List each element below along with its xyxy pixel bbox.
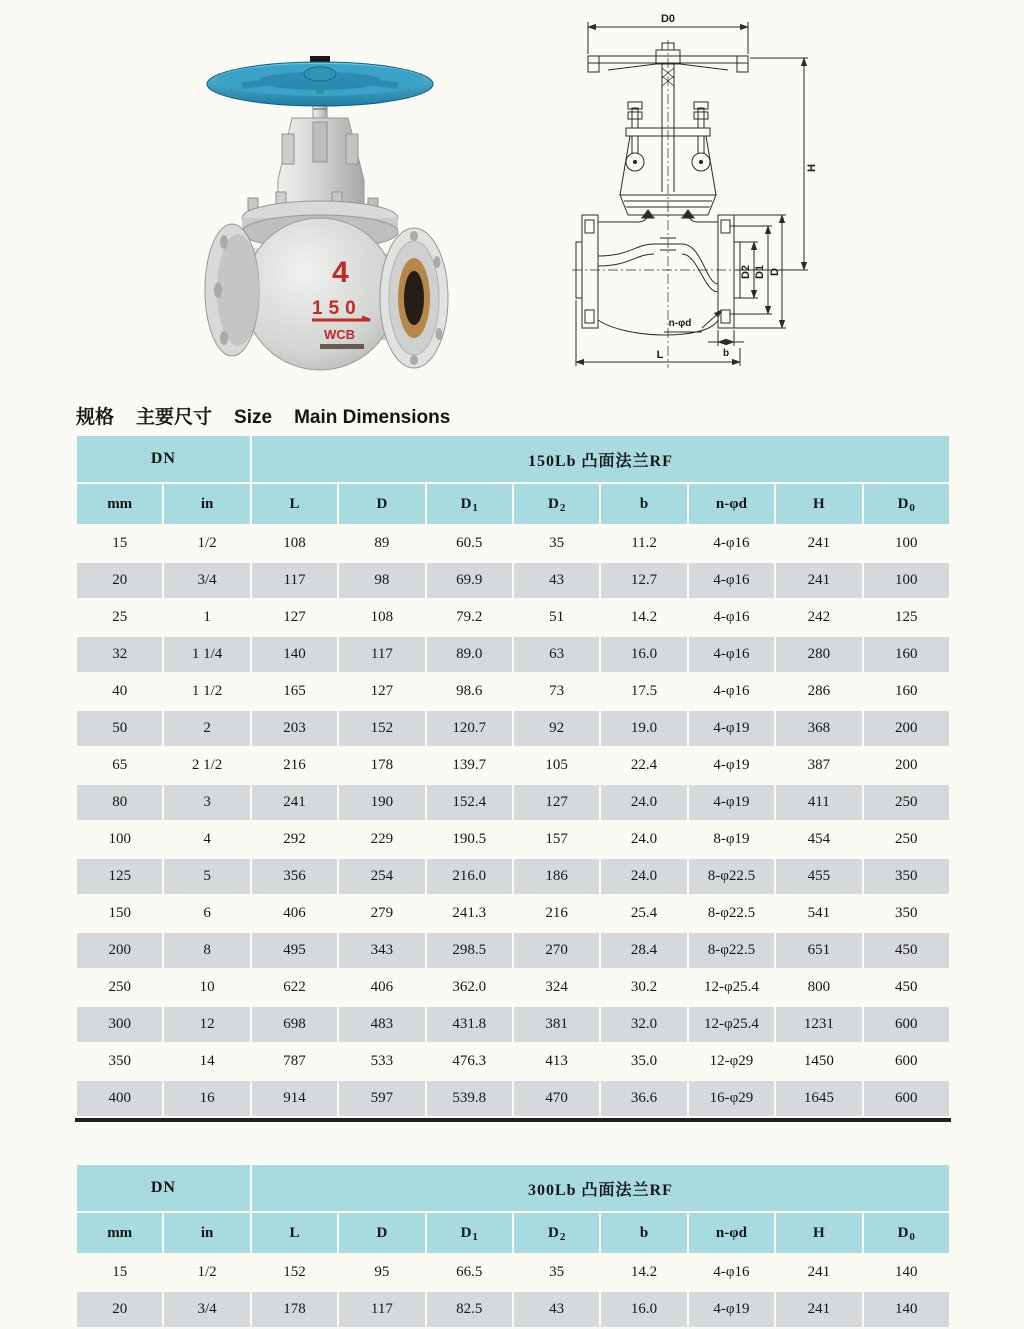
table-cell: 120.7 bbox=[426, 710, 513, 747]
title-cn-1: 规格 bbox=[76, 407, 115, 428]
table-cell: 300 bbox=[76, 1006, 163, 1043]
column-header: $D_0$ bbox=[863, 483, 950, 525]
table-cell: 600 bbox=[863, 1006, 950, 1043]
column-header: in bbox=[163, 1212, 250, 1254]
marking-size: 4 bbox=[332, 256, 349, 289]
table-row bbox=[76, 747, 950, 784]
table-row bbox=[76, 784, 950, 821]
label-D2: D2 bbox=[740, 264, 752, 280]
table-cell: 66.5 bbox=[426, 1254, 513, 1291]
table-cell: 216.0 bbox=[426, 858, 513, 895]
table-cell: 250 bbox=[863, 784, 950, 821]
table-cell: 89.0 bbox=[426, 636, 513, 673]
table-cell: 413 bbox=[513, 1043, 600, 1080]
table-cell: 800 bbox=[775, 969, 862, 1006]
column-header: H bbox=[775, 1212, 862, 1254]
column-header: n-φd bbox=[688, 1212, 775, 1254]
column-header: H bbox=[775, 483, 862, 525]
table-cell: 241 bbox=[775, 1291, 862, 1328]
table-cell: 381 bbox=[513, 1006, 600, 1043]
marking-rating: 150 bbox=[312, 298, 362, 319]
series-header-300lb: 300Lb 凸面法兰RF bbox=[251, 1164, 950, 1212]
table-cell: 541 bbox=[775, 895, 862, 932]
column-header: D bbox=[338, 1212, 425, 1254]
column-header: n-φd bbox=[688, 483, 775, 525]
valve-photo bbox=[192, 22, 454, 376]
table-cell: 100 bbox=[863, 525, 950, 562]
table-cell: 455 bbox=[775, 858, 862, 895]
label-L: L bbox=[656, 349, 664, 361]
table-cell: 117 bbox=[338, 636, 425, 673]
table-cell: 406 bbox=[251, 895, 338, 932]
table-cell: 539.8 bbox=[426, 1080, 513, 1117]
table-cell: 292 bbox=[251, 821, 338, 858]
table-cell: 65 bbox=[76, 747, 163, 784]
table-cell: 1231 bbox=[775, 1006, 862, 1043]
table-cell: 69.9 bbox=[426, 562, 513, 599]
table-cell: 14.2 bbox=[600, 599, 687, 636]
table-cell: 140 bbox=[863, 1291, 950, 1328]
table-cell: 450 bbox=[863, 969, 950, 1006]
dim-H bbox=[736, 58, 808, 270]
column-header: b bbox=[600, 1212, 687, 1254]
table-150lb-wrapper bbox=[75, 434, 951, 1122]
dn-header: DN bbox=[76, 435, 251, 483]
table-cell: 50 bbox=[76, 710, 163, 747]
table-cell: 14 bbox=[163, 1043, 250, 1080]
table-cell: 16 bbox=[163, 1080, 250, 1117]
group-header-row bbox=[76, 435, 950, 483]
table-cell: 12-φ25.4 bbox=[688, 1006, 775, 1043]
table-row bbox=[76, 710, 950, 747]
table-cell: 186 bbox=[513, 858, 600, 895]
table-cell: 152 bbox=[251, 1254, 338, 1291]
table-cell: 350 bbox=[863, 895, 950, 932]
table-cell: 16.0 bbox=[600, 1291, 687, 1328]
table-cell: 12 bbox=[163, 1006, 250, 1043]
table-cell: 406 bbox=[338, 969, 425, 1006]
table-cell: 63 bbox=[513, 636, 600, 673]
table-cell: 4-φ16 bbox=[688, 599, 775, 636]
table-cell: 1/2 bbox=[163, 1254, 250, 1291]
flange-bore bbox=[404, 271, 424, 325]
table-cell: 8-φ22.5 bbox=[688, 932, 775, 969]
table-cell: 35.0 bbox=[600, 1043, 687, 1080]
table-cell: 241 bbox=[251, 784, 338, 821]
table-cell: 454 bbox=[775, 821, 862, 858]
group-header-row bbox=[76, 1164, 950, 1212]
table-cell: 24.0 bbox=[600, 821, 687, 858]
table-cell: 80 bbox=[76, 784, 163, 821]
table-cell: 117 bbox=[251, 562, 338, 599]
table-cell: 20 bbox=[76, 562, 163, 599]
table-cell: 24.0 bbox=[600, 858, 687, 895]
table-cell: 16.0 bbox=[600, 636, 687, 673]
column-header: mm bbox=[76, 483, 163, 525]
title-en-1: Size bbox=[234, 407, 273, 428]
table-cell: 190.5 bbox=[426, 821, 513, 858]
column-header: $D_1$ bbox=[426, 483, 513, 525]
table-row bbox=[76, 895, 950, 932]
table-cell: 14.2 bbox=[600, 1254, 687, 1291]
table-cell: 11.2 bbox=[600, 525, 687, 562]
table-cell: 12-φ25.4 bbox=[688, 969, 775, 1006]
table-cell: 127 bbox=[251, 599, 338, 636]
table-cell: 343 bbox=[338, 932, 425, 969]
table-cell: 73 bbox=[513, 673, 600, 710]
table-cell: 279 bbox=[338, 895, 425, 932]
table-cell: 200 bbox=[863, 710, 950, 747]
dim-b bbox=[708, 330, 744, 346]
table-row bbox=[76, 562, 950, 599]
table-cell: 35 bbox=[513, 1254, 600, 1291]
table-cell: 533 bbox=[338, 1043, 425, 1080]
table-cell: 1 1/2 bbox=[163, 673, 250, 710]
table-cell: 95 bbox=[338, 1254, 425, 1291]
table-row bbox=[76, 599, 950, 636]
table-cell: 298.5 bbox=[426, 932, 513, 969]
table-cell: 350 bbox=[863, 858, 950, 895]
series-header-150lb: 150Lb 凸面法兰RF bbox=[251, 435, 950, 483]
table-cell: 1 bbox=[163, 599, 250, 636]
table-row bbox=[76, 1254, 950, 1291]
table-cell: 8-φ22.5 bbox=[688, 858, 775, 895]
table-cell: 4-φ16 bbox=[688, 636, 775, 673]
table-cell: 600 bbox=[863, 1043, 950, 1080]
column-header: $D_2$ bbox=[513, 483, 600, 525]
table-cell: 241 bbox=[775, 562, 862, 599]
table-cell: 4-φ19 bbox=[688, 1291, 775, 1328]
table-cell: 4-φ19 bbox=[688, 747, 775, 784]
table-cell: 139.7 bbox=[426, 747, 513, 784]
table-cell: 160 bbox=[863, 673, 950, 710]
valve-drawing bbox=[568, 10, 824, 376]
table-cell: 190 bbox=[338, 784, 425, 821]
table-row bbox=[76, 673, 950, 710]
table-cell: 127 bbox=[513, 784, 600, 821]
drawing-body bbox=[576, 215, 740, 335]
table-cell: 411 bbox=[775, 784, 862, 821]
table-cell: 117 bbox=[338, 1291, 425, 1328]
table-cell: 150 bbox=[76, 895, 163, 932]
table-cell: 476.3 bbox=[426, 1043, 513, 1080]
table-cell: 100 bbox=[863, 562, 950, 599]
table-cell: 15 bbox=[76, 1254, 163, 1291]
table-cell: 152 bbox=[338, 710, 425, 747]
table-row bbox=[76, 636, 950, 673]
table-row bbox=[76, 858, 950, 895]
table-cell: 165 bbox=[251, 673, 338, 710]
table-cell: 32 bbox=[76, 636, 163, 673]
table-cell: 79.2 bbox=[426, 599, 513, 636]
column-header: $D_2$ bbox=[513, 1212, 600, 1254]
table-cell: 43 bbox=[513, 562, 600, 599]
table-cell: 241.3 bbox=[426, 895, 513, 932]
table-cell: 1450 bbox=[775, 1043, 862, 1080]
table-cell: 43 bbox=[513, 1291, 600, 1328]
table-cell: 125 bbox=[863, 599, 950, 636]
table-cell: 60.5 bbox=[426, 525, 513, 562]
label-n-phi-d: n-φd bbox=[668, 318, 692, 329]
table-cell: 698 bbox=[251, 1006, 338, 1043]
table-cell: 356 bbox=[251, 858, 338, 895]
table-cell: 17.5 bbox=[600, 673, 687, 710]
table-cell: 4-φ16 bbox=[688, 562, 775, 599]
table-cell: 400 bbox=[76, 1080, 163, 1117]
table-row bbox=[76, 1006, 950, 1043]
table-cell: 470 bbox=[513, 1080, 600, 1117]
label-D: D bbox=[769, 268, 781, 276]
table-cell: 16-φ29 bbox=[688, 1080, 775, 1117]
table-row bbox=[76, 821, 950, 858]
table-cell: 200 bbox=[863, 747, 950, 784]
table-cell: 270 bbox=[513, 932, 600, 969]
dn-header: DN bbox=[76, 1164, 251, 1212]
column-header: mm bbox=[76, 1212, 163, 1254]
table-cell: 8-φ19 bbox=[688, 821, 775, 858]
table-cell: 36.6 bbox=[600, 1080, 687, 1117]
table-cell: 2 1/2 bbox=[163, 747, 250, 784]
table-cell: 100 bbox=[76, 821, 163, 858]
table-cell: 1 1/4 bbox=[163, 636, 250, 673]
table-row bbox=[76, 1043, 950, 1080]
table-row bbox=[76, 969, 950, 1006]
table-row bbox=[76, 1291, 950, 1328]
column-header: b bbox=[600, 483, 687, 525]
table-cell: 98 bbox=[338, 562, 425, 599]
table-cell: 6 bbox=[163, 895, 250, 932]
table-cell: 241 bbox=[775, 1254, 862, 1291]
table-cell: 105 bbox=[513, 747, 600, 784]
table-cell: 3 bbox=[163, 784, 250, 821]
table-cell: 15 bbox=[76, 525, 163, 562]
label-b: b bbox=[722, 348, 730, 359]
table-cell: 4-φ16 bbox=[688, 673, 775, 710]
dimensions-table-300lb bbox=[75, 1163, 951, 1329]
table-cell: 483 bbox=[338, 1006, 425, 1043]
table-cell: 216 bbox=[251, 747, 338, 784]
table-cell: 32.0 bbox=[600, 1006, 687, 1043]
table-cell: 28.4 bbox=[600, 932, 687, 969]
table-cell: 651 bbox=[775, 932, 862, 969]
table-cell: 216 bbox=[513, 895, 600, 932]
table-cell: 362.0 bbox=[426, 969, 513, 1006]
table-cell: 495 bbox=[251, 932, 338, 969]
table-cell: 787 bbox=[251, 1043, 338, 1080]
table-cell: 1/2 bbox=[163, 525, 250, 562]
table-cell: 8-φ22.5 bbox=[688, 895, 775, 932]
table-cell: 387 bbox=[775, 747, 862, 784]
table-cell: 25.4 bbox=[600, 895, 687, 932]
table-cell: 5 bbox=[163, 858, 250, 895]
table-300lb-wrapper bbox=[75, 1163, 951, 1329]
table-cell: 178 bbox=[251, 1291, 338, 1328]
dimensions-table-150lb bbox=[75, 434, 951, 1118]
table-row bbox=[76, 1080, 950, 1117]
column-header-row bbox=[76, 483, 950, 525]
table-cell: 4-φ16 bbox=[688, 525, 775, 562]
right-flange bbox=[380, 228, 448, 368]
table-cell: 241 bbox=[775, 525, 862, 562]
table-cell: 286 bbox=[775, 673, 862, 710]
table-cell: 254 bbox=[338, 858, 425, 895]
table-cell: 127 bbox=[338, 673, 425, 710]
table-cell: 2 bbox=[163, 710, 250, 747]
table-cell: 140 bbox=[251, 636, 338, 673]
table-cell: 157 bbox=[513, 821, 600, 858]
table-cell: 20 bbox=[76, 1291, 163, 1328]
table-cell: 12-φ29 bbox=[688, 1043, 775, 1080]
page-title bbox=[76, 402, 450, 429]
table-cell: 8 bbox=[163, 932, 250, 969]
table-cell: 98.6 bbox=[426, 673, 513, 710]
table-cell: 25 bbox=[76, 599, 163, 636]
table-cell: 4-φ19 bbox=[688, 710, 775, 747]
table-cell: 160 bbox=[863, 636, 950, 673]
title-en-2: Main Dimensions bbox=[294, 407, 451, 428]
table-cell: 600 bbox=[863, 1080, 950, 1117]
table-cell: 229 bbox=[338, 821, 425, 858]
left-flange bbox=[205, 224, 259, 356]
table-cell: 24.0 bbox=[600, 784, 687, 821]
table-row bbox=[76, 525, 950, 562]
label-D1: D1 bbox=[754, 264, 766, 280]
table-cell: 51 bbox=[513, 599, 600, 636]
table-cell: 178 bbox=[338, 747, 425, 784]
table-cell: 3/4 bbox=[163, 1291, 250, 1328]
table-cell: 250 bbox=[863, 821, 950, 858]
column-header: in bbox=[163, 483, 250, 525]
table-cell: 40 bbox=[76, 673, 163, 710]
table-cell: 82.5 bbox=[426, 1291, 513, 1328]
table-cell: 280 bbox=[775, 636, 862, 673]
table-cell: 92 bbox=[513, 710, 600, 747]
table-cell: 30.2 bbox=[600, 969, 687, 1006]
column-header: D bbox=[338, 483, 425, 525]
table-cell: 35 bbox=[513, 525, 600, 562]
table-cell: 10 bbox=[163, 969, 250, 1006]
table-cell: 125 bbox=[76, 858, 163, 895]
valve-handwheel bbox=[207, 62, 433, 106]
table-cell: 4 bbox=[163, 821, 250, 858]
table-cell: 108 bbox=[338, 599, 425, 636]
label-D0: D0 bbox=[660, 13, 676, 25]
table-cell: 108 bbox=[251, 525, 338, 562]
table-cell: 242 bbox=[775, 599, 862, 636]
label-H: H bbox=[806, 164, 818, 172]
valve-yoke bbox=[278, 118, 364, 210]
table-cell: 203 bbox=[251, 710, 338, 747]
table-cell: 450 bbox=[863, 932, 950, 969]
table-cell: 3/4 bbox=[163, 562, 250, 599]
table-cell: 89 bbox=[338, 525, 425, 562]
table-cell: 914 bbox=[251, 1080, 338, 1117]
column-header: $D_0$ bbox=[863, 1212, 950, 1254]
table-cell: 324 bbox=[513, 969, 600, 1006]
marking-material: WCB bbox=[324, 327, 356, 342]
table-cell: 12.7 bbox=[600, 562, 687, 599]
table-cell: 250 bbox=[76, 969, 163, 1006]
table-row bbox=[76, 932, 950, 969]
table-cell: 368 bbox=[775, 710, 862, 747]
table-cell: 597 bbox=[338, 1080, 425, 1117]
table-cell: 140 bbox=[863, 1254, 950, 1291]
table-cell: 431.8 bbox=[426, 1006, 513, 1043]
column-header: L bbox=[251, 1212, 338, 1254]
title-cn-2: 主要尺寸 bbox=[136, 407, 213, 428]
table-cell: 622 bbox=[251, 969, 338, 1006]
column-header: L bbox=[251, 483, 338, 525]
column-header: $D_1$ bbox=[426, 1212, 513, 1254]
table-cell: 1645 bbox=[775, 1080, 862, 1117]
table-cell: 152.4 bbox=[426, 784, 513, 821]
table-cell: 4-φ16 bbox=[688, 1254, 775, 1291]
table-cell: 4-φ19 bbox=[688, 784, 775, 821]
table-cell: 350 bbox=[76, 1043, 163, 1080]
table-cell: 200 bbox=[76, 932, 163, 969]
table-cell: 22.4 bbox=[600, 747, 687, 784]
column-header-row bbox=[76, 1212, 950, 1254]
table-cell: 19.0 bbox=[600, 710, 687, 747]
